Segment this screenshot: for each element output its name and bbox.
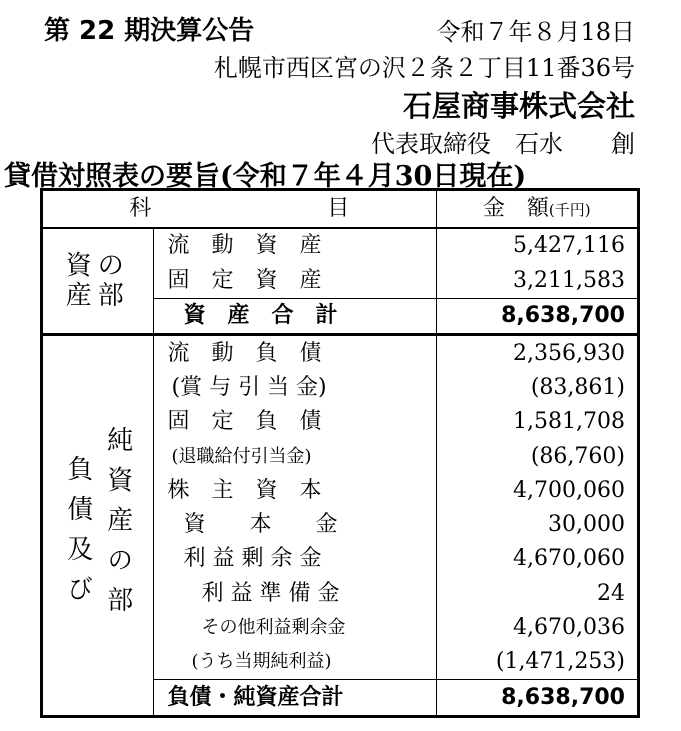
row-amount: 3,211,583 [513, 267, 625, 293]
notice-date: 令和７年８月18日 [436, 18, 635, 46]
assets-side-line2: 産部 [65, 281, 130, 312]
header-amount-cell [436, 191, 637, 228]
statement-title: 貸借対照表の要旨(令和７年４月30日現在) [4, 161, 527, 192]
row-label: (賞 与 引 当 金) [153, 371, 436, 405]
row-label: 資 本 金 [153, 508, 436, 542]
company-address: 札幌市西区宮の沢２条２丁目11番36号 [213, 54, 635, 82]
balance-sheet-table [40, 188, 640, 718]
row-amount: 30,000 [548, 512, 625, 538]
table-row [43, 228, 637, 263]
assets-side-line1: 資の [65, 251, 130, 282]
row-amount: 2,356,930 [513, 340, 625, 366]
header-unit: (千円) [548, 200, 591, 219]
liabilities-side-col-left: 負債及び [62, 454, 93, 615]
liabilities-side-col-right: 純資産の部 [102, 425, 133, 626]
liabilities-total-label: 負債・純資産合計 [153, 680, 436, 715]
liabilities-total-amount: 8,638,700 [436, 680, 637, 715]
row-label: その他利益剰余金 [153, 611, 436, 645]
row-amount: 4,670,060 [513, 546, 625, 572]
row-amount: (1,471,253) [495, 649, 625, 675]
table-row [43, 335, 637, 371]
row-amount: 5,427,116 [513, 233, 625, 259]
row-label: (退職給付引当金) [153, 439, 436, 473]
notice-title: 第 22 期決算公告 [44, 16, 255, 46]
row-amount: (86,760) [530, 443, 625, 469]
row-label: 固 定 負 債 [153, 405, 436, 439]
header-item: 科 目 [43, 191, 436, 228]
row-amount: 24 [597, 580, 625, 606]
row-amount: 1,581,708 [513, 409, 625, 435]
row-label: 利 益 準 備 金 [153, 577, 436, 611]
row-amount: (83,861) [530, 375, 625, 401]
row-label: 株 主 資 本 [153, 474, 436, 508]
company-name: 石屋商事株式会社 [402, 89, 635, 123]
assets-total-amount: 8,638,700 [436, 298, 637, 335]
header-amount: 金 額 [482, 195, 549, 221]
row-label: 流 動 負 債 [153, 335, 436, 371]
row-amount: 4,670,036 [513, 614, 625, 640]
row-label: (うち当期純利益) [153, 645, 436, 680]
assets-side-label [43, 228, 153, 335]
liabilities-side-label [43, 335, 153, 715]
representative: 代表取締役 石水 創 [371, 130, 635, 158]
row-label: 流 動 資 産 [153, 228, 436, 263]
row-label: 固 定 資 産 [153, 263, 436, 298]
assets-total-label: 資 産 合 計 [153, 298, 436, 335]
row-amount: 4,700,060 [513, 477, 625, 503]
table-header-row [43, 191, 637, 228]
row-label: 利 益 剰 余 金 [153, 542, 436, 576]
